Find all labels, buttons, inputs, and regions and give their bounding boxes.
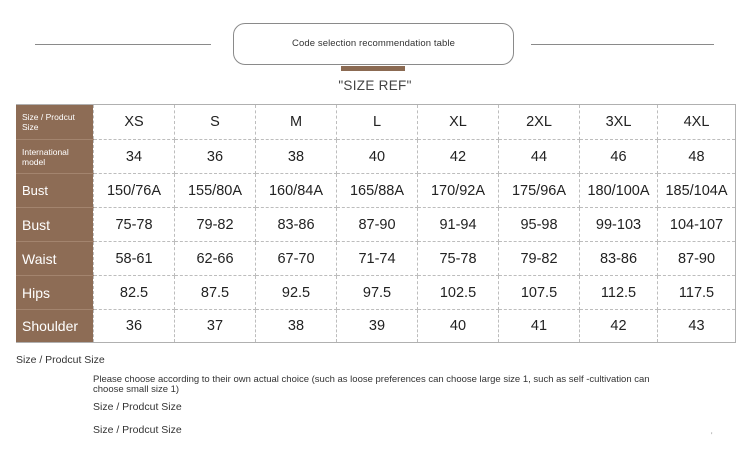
size-note-1: Size / Prodcut Size xyxy=(93,401,182,413)
table-cell: 79-82 xyxy=(175,208,256,242)
corner-label: Size / Prodcut Size xyxy=(17,105,94,140)
table-cell: 43 xyxy=(658,310,736,343)
table-cell: 39 xyxy=(337,310,418,343)
table-header-row xyxy=(17,105,736,140)
table-row xyxy=(17,174,736,208)
table-cell: 102.5 xyxy=(418,276,499,310)
table-cell: 107.5 xyxy=(499,276,580,310)
table-cell: 95-98 xyxy=(499,208,580,242)
table-cell: 155/80A xyxy=(175,174,256,208)
size-table xyxy=(16,104,736,343)
table-cell: 150/76A xyxy=(94,174,175,208)
table-cell: 170/92A xyxy=(418,174,499,208)
table-cell: 36 xyxy=(175,140,256,174)
table-cell: 165/88A xyxy=(337,174,418,208)
table-cell: 44 xyxy=(499,140,580,174)
table-cell: 87-90 xyxy=(658,242,736,276)
table-cell: 38 xyxy=(256,310,337,343)
size-header: 2XL xyxy=(499,105,580,140)
table-cell: 42 xyxy=(418,140,499,174)
size-header: 4XL xyxy=(658,105,736,140)
row-label: Bust xyxy=(17,208,94,242)
table-cell: 185/104A xyxy=(658,174,736,208)
size-header: M xyxy=(256,105,337,140)
size-header: XS xyxy=(94,105,175,140)
table-cell: 112.5 xyxy=(580,276,658,310)
table-cell: 175/96A xyxy=(499,174,580,208)
table-cell: 83-86 xyxy=(580,242,658,276)
table-cell: 79-82 xyxy=(499,242,580,276)
header-divider-left xyxy=(35,44,211,45)
table-cell: 75-78 xyxy=(418,242,499,276)
size-header: L xyxy=(337,105,418,140)
table-cell: 117.5 xyxy=(658,276,736,310)
table-cell: 83-86 xyxy=(256,208,337,242)
table-cell: 58-61 xyxy=(94,242,175,276)
table-cell: 92.5 xyxy=(256,276,337,310)
row-label: International model xyxy=(17,140,94,174)
table-cell: 37 xyxy=(175,310,256,343)
header-decoration xyxy=(288,58,468,64)
table-row xyxy=(17,208,736,242)
table-cell: 71-74 xyxy=(337,242,418,276)
table-row xyxy=(17,242,736,276)
table-cell: 40 xyxy=(337,140,418,174)
table-cell: 62-66 xyxy=(175,242,256,276)
table-cell: 41 xyxy=(499,310,580,343)
table-cell: 180/100A xyxy=(580,174,658,208)
table-cell: 87-90 xyxy=(337,208,418,242)
table-cell: 75-78 xyxy=(94,208,175,242)
table-cell: 99-103 xyxy=(580,208,658,242)
table-cell: 38 xyxy=(256,140,337,174)
table-cell: 91-94 xyxy=(418,208,499,242)
corner-mark: ʼ xyxy=(711,433,713,440)
table-cell: 160/84A xyxy=(256,174,337,208)
row-label: Shoulder xyxy=(17,310,94,343)
size-heading: Size / Prodcut Size xyxy=(16,354,105,366)
table-cell: 87.5 xyxy=(175,276,256,310)
size-advice: Please choose according to their own actual choice (such as loose preferences can choose large size 1, such as self -cultivation can choose small size 1) xyxy=(93,374,650,395)
table-cell: 40 xyxy=(418,310,499,343)
table-cell: 82.5 xyxy=(94,276,175,310)
table-cell: 34 xyxy=(94,140,175,174)
row-label: Bust xyxy=(17,174,94,208)
table-row xyxy=(17,310,736,343)
table-cell: 104-107 xyxy=(658,208,736,242)
row-label: Hips xyxy=(17,276,94,310)
size-ref-subtitle: "SIZE REF" xyxy=(338,78,412,93)
size-header: 3XL xyxy=(580,105,658,140)
size-note-2: Size / Prodcut Size xyxy=(93,424,182,436)
table-cell: 67-70 xyxy=(256,242,337,276)
accent-bar xyxy=(341,66,405,71)
table-cell: 97.5 xyxy=(337,276,418,310)
size-header: S xyxy=(175,105,256,140)
table-row xyxy=(17,140,736,174)
size-header: XL xyxy=(418,105,499,140)
table-cell: 46 xyxy=(580,140,658,174)
header-title: Code selection recommendation table xyxy=(292,38,455,49)
table-cell: 36 xyxy=(94,310,175,343)
row-label: Waist xyxy=(17,242,94,276)
table-row xyxy=(17,276,736,310)
table-cell: 48 xyxy=(658,140,736,174)
header-divider-right xyxy=(531,44,714,45)
table-cell: 42 xyxy=(580,310,658,343)
